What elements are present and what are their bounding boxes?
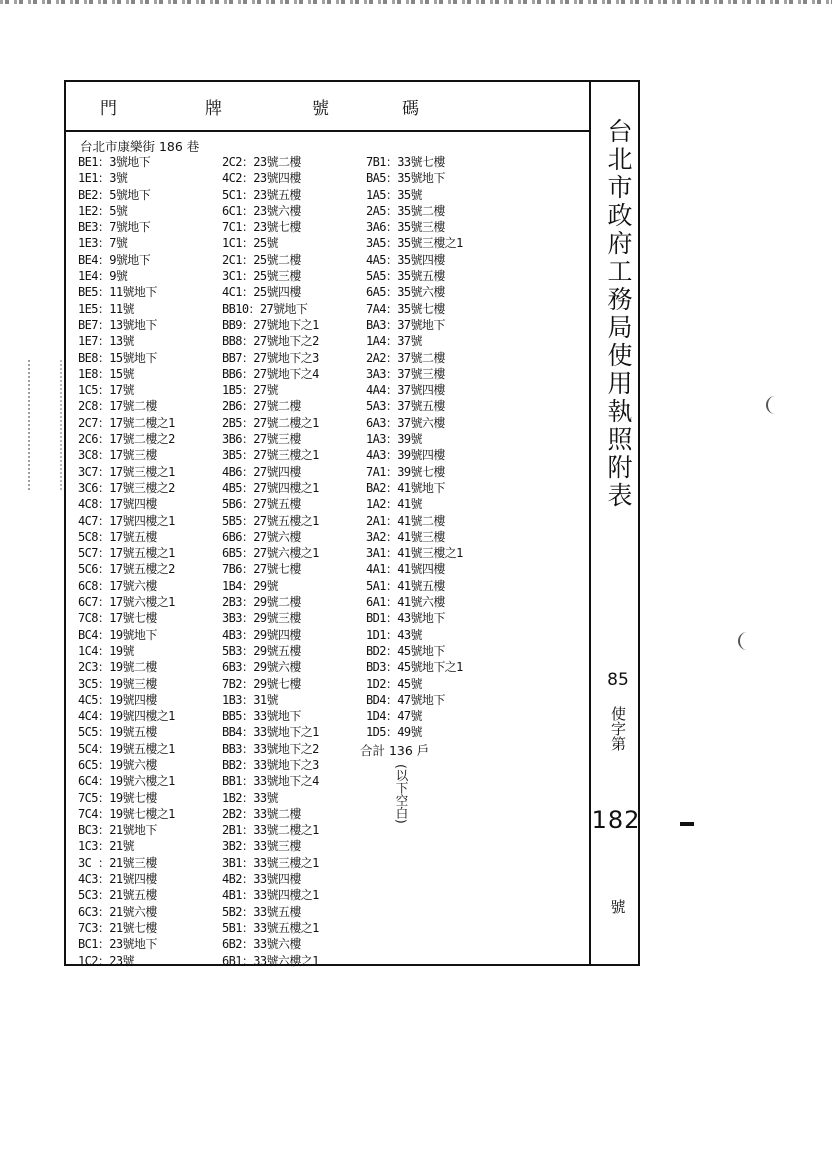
address-entry: BB4：33號地下之1 (222, 725, 319, 740)
address-entry: 5B1：33號五樓之1 (222, 920, 319, 935)
address-entry: 7A4：35號七樓 (366, 301, 445, 316)
address-entry: 7C5：19號七樓 (78, 790, 157, 805)
address-entry: BE2：5號地下 (78, 187, 151, 202)
address-entry: 1D5：49號 (366, 725, 422, 740)
header-char-men: 門 (100, 99, 117, 119)
address-entry: 4B5：27號四樓之1 (222, 480, 319, 495)
address-entry: 5C3：21號五樓 (78, 888, 157, 903)
address-entry: 6B3：29號六樓 (222, 660, 301, 675)
scan-mark (738, 632, 750, 650)
address-entry: 2B3：29號二樓 (222, 595, 301, 610)
address-entry: BB1：33號地下之4 (222, 774, 319, 789)
header-char-pai: 牌 (205, 99, 222, 119)
header-char-hao: 號 (312, 99, 329, 119)
address-entry: 1A2：41號 (366, 497, 422, 512)
address-entry: 3C6：17號三樓之2 (78, 480, 175, 495)
address-entry: BC1：23號地下 (78, 937, 157, 952)
address-entry: BB7：27號地下之3 (222, 350, 319, 365)
address-entry: 3B3：29號三樓 (222, 611, 301, 626)
address-entry: BC4：19號地下 (78, 627, 157, 642)
address-entry: BA5：35號地下 (366, 171, 445, 186)
address-entry: BE1：3號地下 (78, 155, 151, 169)
address-entry: 2B6：27號二樓 (222, 399, 301, 414)
address-entry: BD4：47號地下 (366, 692, 445, 707)
license-prefix: 使字第 (609, 706, 627, 751)
address-entry: 4B1：33號四樓之1 (222, 888, 319, 903)
address-entry: 5A5：35號五樓 (366, 269, 445, 284)
address-entry: 2B1：33號二樓之1 (222, 823, 319, 838)
address-entry: 3B2：33號三樓 (222, 839, 301, 854)
address-entry: 4C7：17號四樓之1 (78, 513, 175, 528)
address-entry: BE4：9號地下 (78, 252, 151, 267)
address-entry: 7B1：33號七樓 (366, 155, 445, 169)
license-year: 85 (607, 670, 629, 690)
address-entry: 5A1：41號五樓 (366, 578, 445, 593)
address-entry: 5C5：19號五樓 (78, 725, 157, 740)
address-entry: 3B1：33號三樓之1 (222, 855, 319, 870)
header-divider (64, 130, 591, 132)
address-entry: 1C5：17號 (78, 383, 134, 398)
address-entry: 3A3：37號三樓 (366, 366, 445, 381)
address-entry: 5C1：23號五樓 (222, 187, 301, 202)
address-entry: BB5：33號地下 (222, 709, 301, 724)
address-entry: 6C1：23號六樓 (222, 203, 301, 218)
address-entry: 2C1：25號二樓 (222, 252, 301, 267)
address-entry: 6C3：21號六樓 (78, 904, 157, 919)
address-entry: 2C8：17號二樓 (78, 399, 157, 414)
address-entry: 1A3：39號 (366, 432, 422, 447)
lane-title: 台北市康樂街 186 巷 (80, 139, 200, 154)
address-entry: BD1：43號地下 (366, 611, 445, 626)
address-entry: 7C8：17號七樓 (78, 611, 157, 626)
address-entry: BD2：45號地下 (366, 643, 445, 658)
address-entry: 1B2：33號 (222, 790, 278, 805)
address-entry: 7A1：39號七樓 (366, 464, 445, 479)
address-entry: 3C5：19號三樓 (78, 676, 157, 691)
address-entry: 1B4：29號 (222, 578, 278, 593)
address-entry: 4C5：19號四樓 (78, 692, 157, 707)
address-entry: BE8：15號地下 (78, 350, 157, 365)
address-entry: 3A1：41號三樓之1 (366, 546, 463, 561)
address-entry: 1D4：47號 (366, 709, 422, 724)
address-entry: 5C4：19號五樓之1 (78, 741, 175, 756)
blank-below-note: (以下空白) (394, 764, 409, 824)
address-entry: 4B3：29號四樓 (222, 627, 301, 642)
address-entry: BE3：7號地下 (78, 220, 151, 235)
header-char-ma: 碼 (402, 99, 419, 119)
address-entry: BB3：33號地下之2 (222, 741, 319, 756)
address-entry: 5B2：33號五樓 (222, 904, 301, 919)
address-column-3 (366, 154, 463, 741)
address-entry: 7C1：23號七樓 (222, 220, 301, 235)
address-entry: 2A5：35號二樓 (366, 203, 445, 218)
address-entry: BB8：27號地下之2 (222, 334, 319, 349)
address-entry: 2C7：17號二樓之1 (78, 415, 175, 430)
address-entry: BA2：41號地下 (366, 480, 445, 495)
address-entry: 6B6：27號六樓 (222, 529, 301, 544)
address-entry: 1B5：27號 (222, 383, 278, 398)
address-entry: 5C7：17號五樓之1 (78, 546, 175, 561)
address-entry: 6A1：41號六樓 (366, 595, 445, 610)
address-entry: BE5：11號地下 (78, 285, 157, 300)
address-entry: 3A5：35號三樓之1 (366, 236, 463, 251)
address-entry: 4C1：25號四樓 (222, 285, 301, 300)
license-number: 182 (591, 806, 641, 834)
address-entry: 1A4：37號 (366, 334, 422, 349)
address-entry: 3C7：17號三樓之1 (78, 464, 175, 479)
address-entry: 3C1：25號三樓 (222, 269, 301, 284)
address-entry: 6B5：27號六樓之1 (222, 546, 319, 561)
address-entry: 5B3：29號五樓 (222, 643, 301, 658)
address-entry: BD3：45號地下之1 (366, 660, 463, 675)
address-entry: 6A5：35號六樓 (366, 285, 445, 300)
address-entry: 4A1：41號四樓 (366, 562, 445, 577)
address-entry: 4B6：27號四樓 (222, 464, 301, 479)
address-entry: 7B6：27號七樓 (222, 562, 301, 577)
address-entry: 1E3：7號 (78, 236, 128, 251)
address-entry: BC3：21號地下 (78, 823, 157, 838)
address-column-2 (222, 154, 319, 969)
address-entry: 7C3：21號七樓 (78, 920, 157, 935)
address-entry: 2A2：37號二樓 (366, 350, 445, 365)
address-entry: 5B5：27號五樓之1 (222, 513, 319, 528)
address-entry: 3C8：17號三樓 (78, 448, 157, 463)
address-entry: 6C4：19號六樓之1 (78, 774, 175, 789)
address-entry: 2B5：27號二樓之1 (222, 415, 319, 430)
address-entry: 4A4：37號四樓 (366, 383, 445, 398)
address-entry: BE7：13號地下 (78, 317, 157, 332)
address-entry: 3A2：41號三樓 (366, 529, 445, 544)
address-entry: 3A6：35號三樓 (366, 220, 445, 235)
address-entry: 1B3：31號 (222, 692, 278, 707)
address-entry: 6B1：33號六樓之1 (222, 953, 319, 968)
address-entry: 4C8：17號四樓 (78, 497, 157, 512)
document-title: 台北市政府工務局使用執照附表 (604, 118, 633, 510)
address-entry: 5B6：27號五樓 (222, 497, 301, 512)
address-entry: BB9：27號地下之1 (222, 317, 319, 332)
scan-mark (680, 822, 694, 826)
address-entry: 5C6：17號五樓之2 (78, 562, 175, 577)
address-entry: 3C ：21號三樓 (78, 855, 157, 870)
address-entry: 4C3：21號四樓 (78, 872, 157, 887)
address-entry: 6C7：17號六樓之1 (78, 595, 175, 610)
address-entry: 1E5：11號 (78, 301, 134, 316)
address-entry: 1E2：5號 (78, 203, 128, 218)
address-entry: 1E8：15號 (78, 366, 134, 381)
address-entry: 7C4：19號七樓之1 (78, 806, 175, 821)
address-entry: 5A3：37號五樓 (366, 399, 445, 414)
household-total: 合計 136 戶 (360, 743, 430, 758)
address-entry: 6C8：17號六樓 (78, 578, 157, 593)
address-entry: BB10：27號地下 (222, 301, 308, 316)
license-suffix: 號 (610, 898, 626, 916)
address-entry: 2C6：17號二樓之2 (78, 432, 175, 447)
address-entry: BB2：33號地下之3 (222, 757, 319, 772)
address-entry: 1C1：25號 (222, 236, 278, 251)
address-entry: 4C4：19號四樓之1 (78, 709, 175, 724)
address-entry: 1A5：35號 (366, 187, 422, 202)
address-column-1 (78, 154, 175, 969)
address-entry: 4A3：39號四樓 (366, 448, 445, 463)
address-entry: BB6：27號地下之4 (222, 366, 319, 381)
address-entry: 1D1：43號 (366, 627, 422, 642)
faded-stamp-mark (28, 360, 62, 490)
address-entry: 4C2：23號四樓 (222, 171, 301, 186)
address-entry: 1D2：45號 (366, 676, 422, 691)
address-entry: 2C3：19號二樓 (78, 660, 157, 675)
address-entry: 1E1：3號 (78, 171, 128, 186)
address-entry: 6A3：37號六樓 (366, 415, 445, 430)
address-entry: 5C8：17號五樓 (78, 529, 157, 544)
address-entry: 4B2：33號四樓 (222, 872, 301, 887)
address-entry: 2C2：23號二樓 (222, 155, 301, 169)
address-entry: 1E4：9號 (78, 269, 128, 284)
address-entry: 3B6：27號三樓 (222, 432, 301, 447)
scan-mark (766, 396, 778, 414)
address-entry: BA3：37號地下 (366, 317, 445, 332)
address-entry: 6C5：19號六樓 (78, 757, 157, 772)
address-entry: 1C3：21號 (78, 839, 134, 854)
address-entry: 4A5：35號四樓 (366, 252, 445, 267)
address-entry: 3B5：27號三樓之1 (222, 448, 319, 463)
address-entry: 1C4：19號 (78, 643, 134, 658)
scan-edge-artifact (0, 0, 832, 4)
address-entry: 6B2：33號六樓 (222, 937, 301, 952)
address-entry: 1C2：23號 (78, 953, 134, 968)
address-entry: 1E7：13號 (78, 334, 134, 349)
address-entry: 2B2：33號二樓 (222, 806, 301, 821)
address-entry: 2A1：41號二樓 (366, 513, 445, 528)
address-entry: 7B2：29號七樓 (222, 676, 301, 691)
